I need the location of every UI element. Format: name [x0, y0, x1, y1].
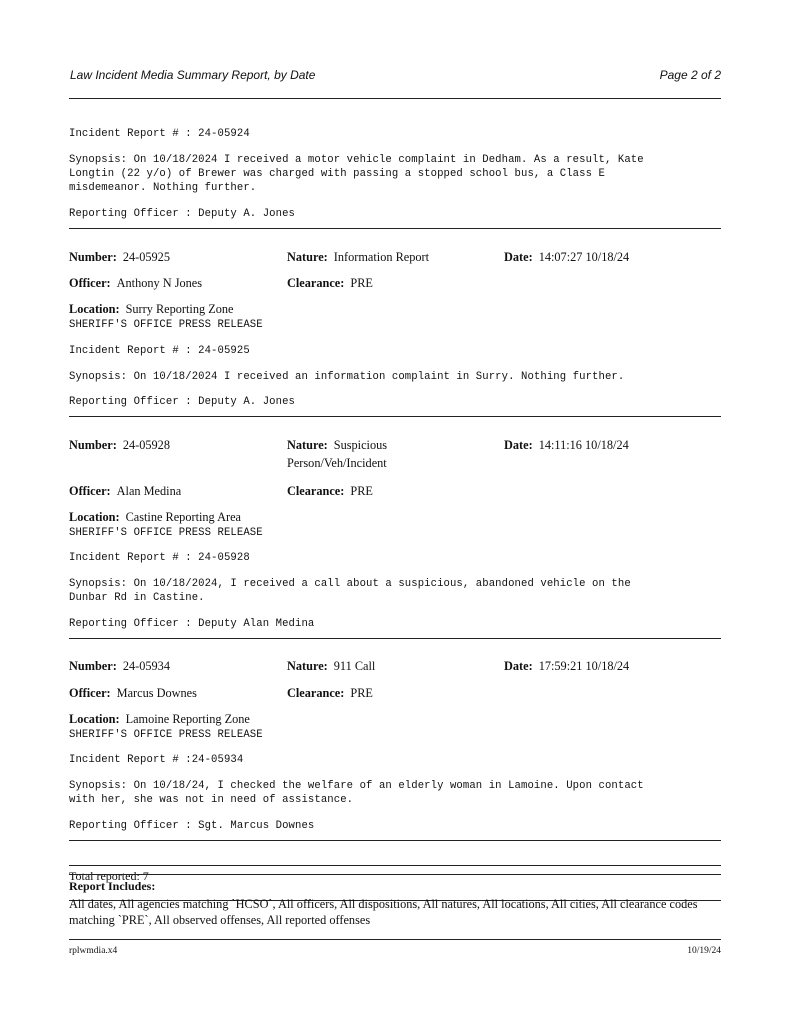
incident-divider — [69, 416, 721, 417]
reporting-officer: Reporting Officer : Deputy A. Jones — [69, 208, 296, 220]
incident-clearance: Clearance: PRE — [287, 484, 373, 498]
report-includes-text: All dates, All agencies matching `HCSO`, All officers, All dispositions, All natures, All locations, All cities, All clearance codes matching `PRE`, All observed offenses, All reported offenses — [69, 897, 698, 927]
incident-number: Number: 24-05928 — [69, 438, 170, 452]
incident-officer: Officer: Alan Medina — [69, 484, 182, 498]
incident-number: Number: 24-05934 — [69, 659, 170, 673]
incident-officer: Officer: Marcus Downes — [69, 686, 197, 700]
press-release-line: SHERIFF'S OFFICE PRESS RELEASE — [69, 527, 263, 539]
incident-synopsis: Synopsis: On 10/18/2024 I received a motor vehicle complaint in Dedham. As a result, Kate Longtin (22 y/o) of Brewer was charged with passing a stopped school bus, a Class E misdemeanor. Nothing further. — [69, 154, 644, 194]
incident-date: Date: 14:11:16 10/18/24 — [504, 438, 629, 452]
incident-report-number: Incident Report # :24-05934 — [69, 754, 244, 766]
header-divider — [69, 98, 721, 99]
incident-nature: Nature: 911 Call — [287, 659, 376, 673]
incident-nature: Nature: Information Report — [287, 250, 430, 264]
incident-clearance: Clearance: PRE — [287, 276, 373, 290]
reporting-officer: Reporting Officer : Sgt. Marcus Downes — [69, 820, 315, 832]
footer-divider — [69, 939, 721, 940]
page-number: Page 2 of 2 — [659, 68, 721, 82]
incident-report-number: Incident Report # : 24-05925 — [69, 345, 250, 357]
incident-location: Location: Castine Reporting Area — [69, 510, 241, 524]
footer-report-code: rplwmdia.x4 — [69, 946, 118, 956]
incident-clearance: Clearance: PRE — [287, 686, 373, 700]
incident-location: Location: Lamoine Reporting Zone — [69, 712, 250, 726]
incident-synopsis: Synopsis: On 10/18/2024 I received an information complaint in Surry. Nothing further. — [69, 371, 625, 383]
summary-divider-mid — [69, 874, 721, 875]
incident-date: Date: 14:07:27 10/18/24 — [504, 250, 630, 264]
incident-nature: Nature: Suspicious Person/Veh/Incident — [287, 438, 388, 470]
summary-divider-top — [69, 865, 721, 866]
report-includes-label: Report Includes: — [69, 879, 156, 893]
incident-synopsis: Synopsis: On 10/18/2024, I received a call about a suspicious, abandoned vehicle on the Dunbar Rd in Castine. — [69, 578, 631, 604]
incident-divider — [69, 228, 721, 229]
incident-divider — [69, 638, 721, 639]
incident-report-number: Incident Report # : 24-05924 — [69, 128, 250, 140]
press-release-line: SHERIFF'S OFFICE PRESS RELEASE — [69, 729, 263, 741]
incident-date: Date: 17:59:21 10/18/24 — [504, 659, 630, 673]
footer-date: 10/19/24 — [687, 946, 721, 956]
reporting-officer: Reporting Officer : Deputy A. Jones — [69, 396, 296, 408]
incident-location: Location: Surry Reporting Zone — [69, 302, 234, 316]
incident-synopsis: Synopsis: On 10/18/24, I checked the welfare of an elderly woman in Lamoine. Upon contact with her, she was not in need of assistance. — [69, 780, 644, 806]
incident-officer: Officer: Anthony N Jones — [69, 276, 203, 290]
incident-divider — [69, 840, 721, 841]
incident-number: Number: 24-05925 — [69, 250, 170, 264]
reporting-officer: Reporting Officer : Deputy Alan Medina — [69, 618, 315, 630]
total-reported: Total reported: 7 — [69, 869, 149, 883]
press-release-line: SHERIFF'S OFFICE PRESS RELEASE — [69, 319, 263, 331]
report-title: Law Incident Media Summary Report, by Date — [70, 68, 316, 82]
incident-report-number: Incident Report # : 24-05928 — [69, 552, 250, 564]
